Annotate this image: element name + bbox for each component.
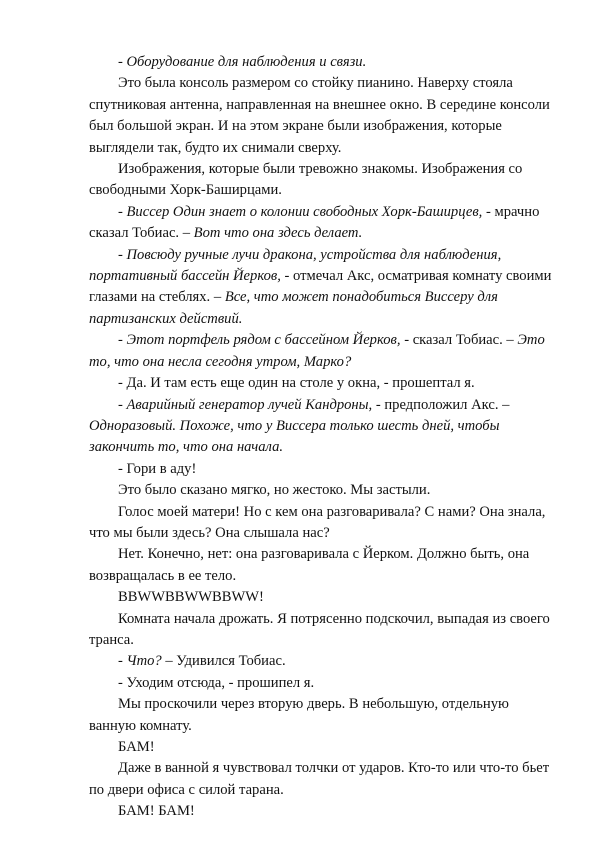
text-segment: - Гори в аду! (118, 460, 197, 477)
text-segment: Комната начала дрожать. Я потрясенно подскочил, выпадая из своего транса. (89, 610, 550, 648)
italic-text-segment: Все, что может понадобиться Виссеру для партизанских действий. (89, 289, 498, 327)
text-segment: БАМ! БАМ! (118, 803, 195, 820)
italic-text-segment: - Этот портфель рядом с бассейном Йерков, (118, 332, 401, 349)
paragraph (89, 737, 557, 758)
text-segment: - Да. И там есть еще один на столе у окна, - прошептал я. (118, 375, 475, 392)
paragraph (89, 609, 557, 652)
text-segment: - отмечал Акс, осматривая комнату своими глазами на стеблях. – (89, 268, 552, 306)
italic-text-segment: - Аварийный генератор лучей Кандроны, (118, 396, 373, 413)
italic-text-segment: - Что? (118, 653, 162, 670)
italic-text-segment: - Повсюду ручные лучи дракона, устройства для наблюдения, портативный бассейн Йерков, (89, 246, 502, 285)
text-segment: - Уходим отсюда, - прошипел я. (118, 674, 315, 691)
document-text (89, 52, 557, 823)
text-segment: Изображения, которые были тревожно знакомы. Изображения со свободными Хорк-Баширцами. (89, 161, 523, 199)
paragraph (89, 673, 557, 694)
text-segment: - мрачно сказал Тобиас. – (89, 203, 540, 242)
paragraph (89, 73, 557, 159)
text-segment: Это было сказано мягко, но жестоко. Мы застыли. (118, 482, 431, 499)
text-segment: Нет. Конечно, нет: она разговаривала с Йерком. Должно быть, она возвращалась в ее тело. (89, 546, 530, 584)
paragraph (89, 801, 557, 822)
text-segment: Мы проскочили через вторую дверь. В небольшую, отдельную ванную комнату. (89, 696, 509, 734)
paragraph (89, 202, 557, 245)
paragraph (89, 395, 557, 459)
text-segment: Даже в ванной я чувствовал толчки от ударов. Кто-то или что-то бьет по двери офиса с силой тарана. (89, 760, 550, 798)
paragraph (89, 480, 557, 501)
italic-text-segment: - Оборудование для наблюдения и связи. (118, 54, 367, 70)
paragraph (89, 459, 557, 480)
text-segment: BBWWBBWWBBWW! (118, 589, 264, 606)
paragraph (89, 758, 557, 801)
paragraph (89, 245, 557, 331)
italic-text-segment: - Виссер Один знает о колонии свободных Хорк-Баширцев, (118, 203, 483, 220)
text-segment: - предположил Акс. – (372, 396, 510, 413)
paragraph (89, 373, 557, 394)
paragraph (89, 651, 557, 672)
text-segment: Голос моей матери! Но с кем она разговаривала? С нами? Она знала, что мы были здесь? Она слышала нас? (89, 503, 546, 541)
italic-text-segment: Вот что она здесь делает. (193, 225, 363, 242)
paragraph (89, 52, 557, 73)
text-segment: Это была консоль размером со стойку пианино. Наверху стояла спутниковая антенна, направленная на внешнее окно. В середине консоли был большой экран. И на этом экране были изображения, которые выглядели так, будто их снимали сверху. (89, 75, 550, 156)
text-segment: – Удивился Тобиас. (161, 653, 286, 670)
paragraph (89, 587, 557, 608)
paragraph (89, 694, 557, 737)
paragraph (89, 330, 557, 373)
paragraph (89, 502, 557, 545)
paragraph (89, 159, 557, 202)
paragraph (89, 544, 557, 587)
text-segment: БАМ! (118, 739, 155, 755)
italic-text-segment: Это то, что она несла сегодня утром, Марко? (89, 332, 545, 370)
text-segment: - сказал Тобиас. – (400, 332, 518, 349)
italic-text-segment: Одноразовый. Похоже, что у Виссера только шесть дней, чтобы закончить то, что она начала. (89, 417, 500, 456)
